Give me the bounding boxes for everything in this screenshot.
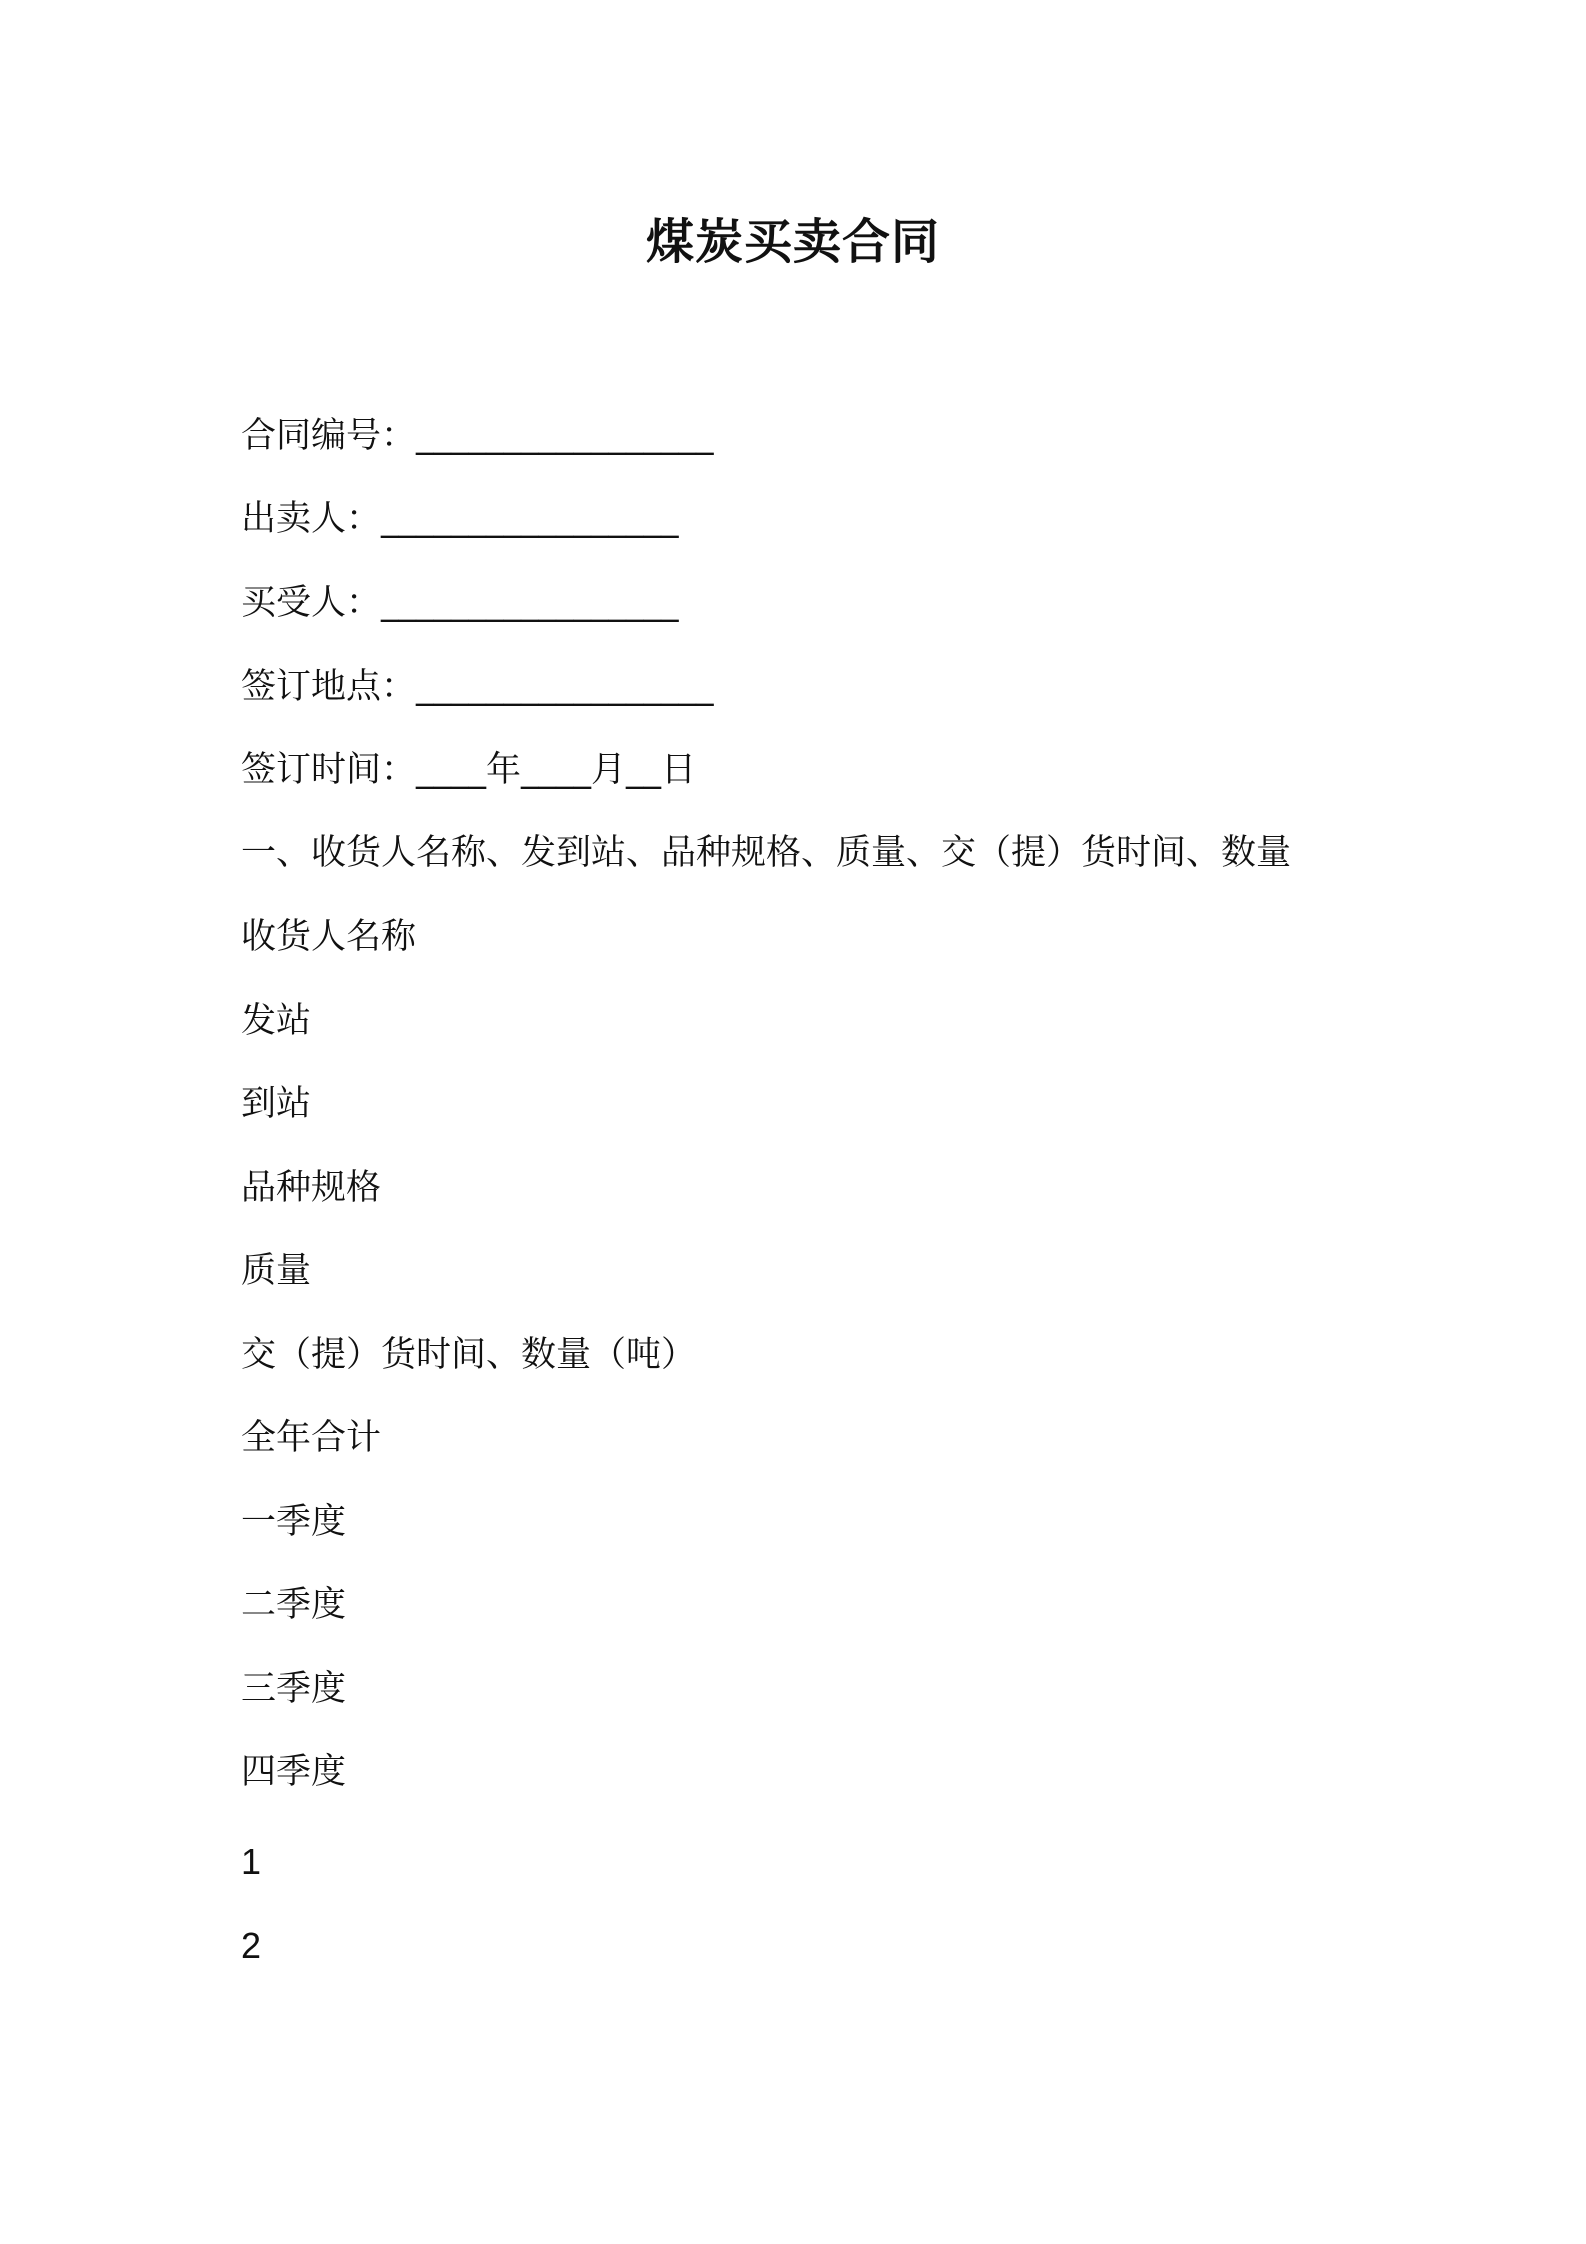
label-delivery-time-quantity: 交（提）货时间、数量（吨） (241, 1335, 697, 1375)
label-annual-total: 全年合计 (241, 1418, 382, 1458)
field-signing-place: 签订地点：_________________ (241, 667, 714, 707)
label-departure-station: 发站 (241, 1001, 312, 1041)
label-q3: 三季度 (241, 1669, 347, 1709)
row-number-1: 1 (241, 1841, 262, 1882)
label-q2: 二季度 (241, 1585, 347, 1625)
field-contract-number: 合同编号：_________________ (241, 416, 714, 456)
label-q1: 一季度 (241, 1502, 347, 1542)
label-q4: 四季度 (241, 1752, 347, 1792)
label-quality: 质量 (241, 1251, 312, 1291)
label-consignee-name: 收货人名称 (241, 917, 417, 957)
row-number-2: 2 (241, 1925, 262, 1966)
field-buyer: 买受人：_________________ (241, 583, 679, 623)
label-arrival-station: 到站 (241, 1084, 312, 1124)
label-variety-spec: 品种规格 (241, 1168, 382, 1208)
contract-title: 煤炭买卖合同 (645, 214, 940, 270)
field-signing-date: 签订时间：____年____月__日 (241, 750, 697, 790)
field-seller: 出卖人：_________________ (241, 499, 679, 539)
section-heading-1: 一、收货人名称、发到站、品种规格、质量、交（提）货时间、数量 (241, 833, 1292, 873)
